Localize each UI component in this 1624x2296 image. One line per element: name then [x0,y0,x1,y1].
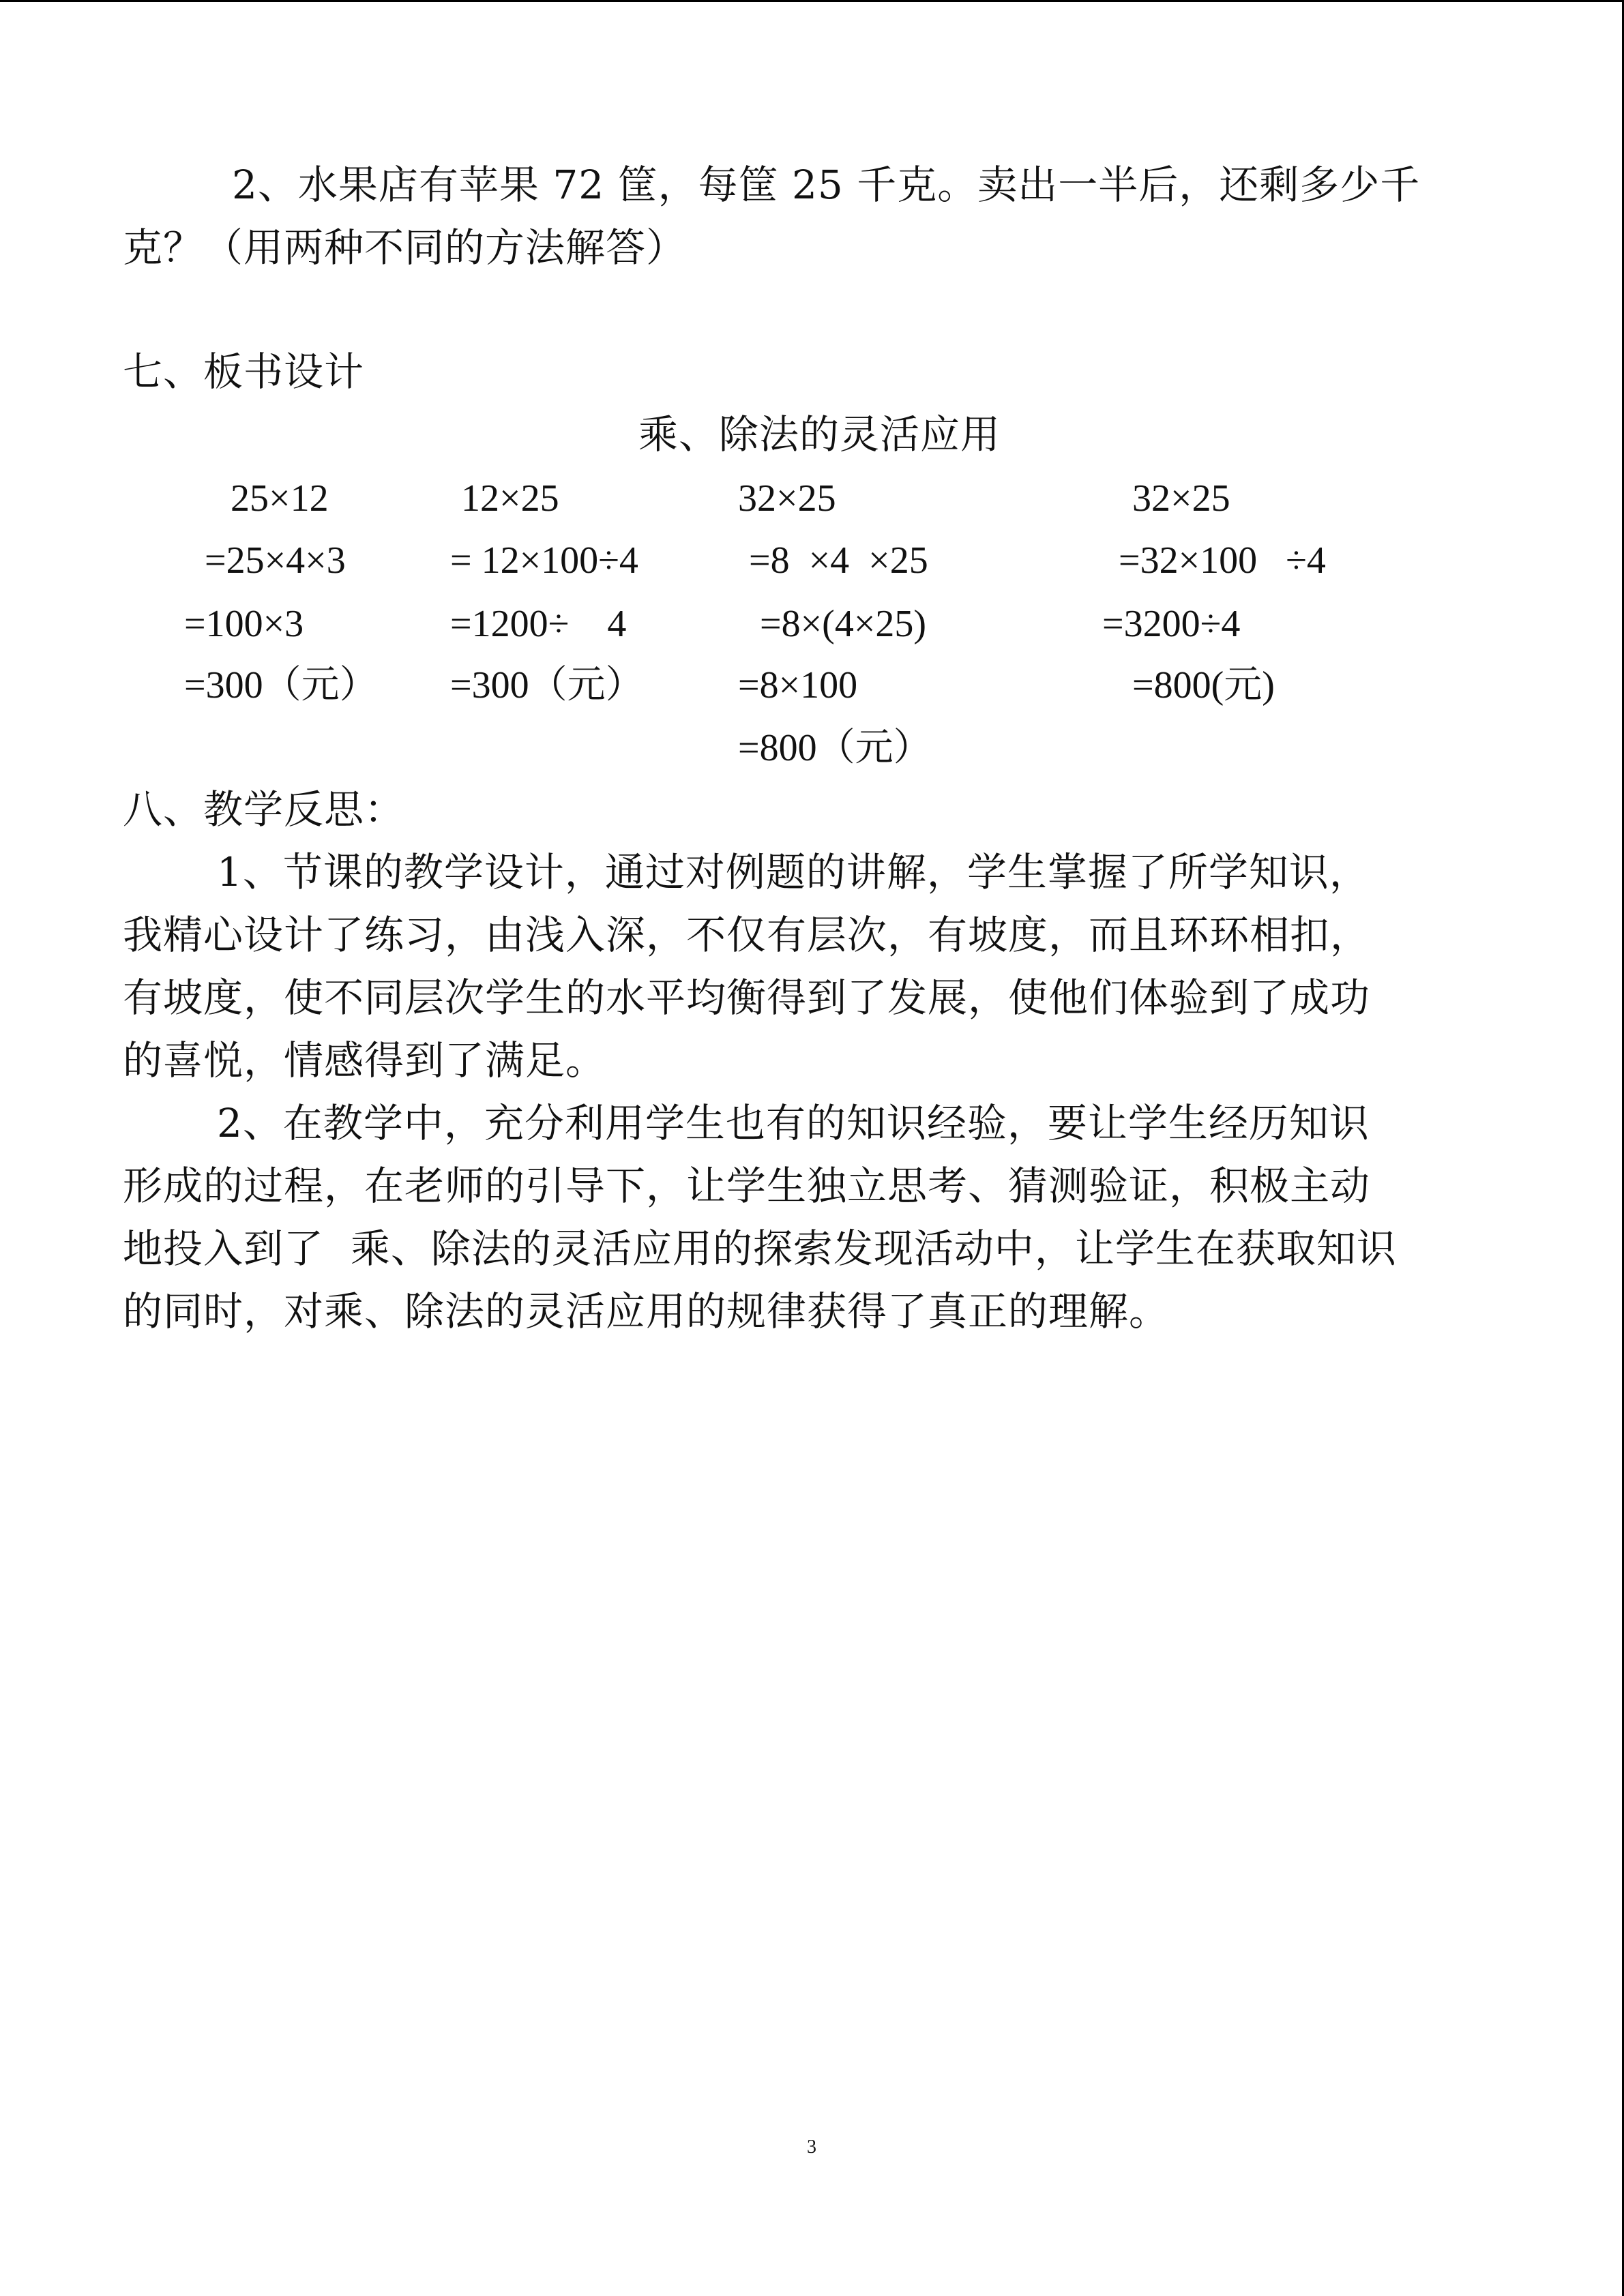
reflection-p1-line2: 我精心设计了练习，由浅入深，不仅有层次，有坡度，而且环环相扣， [123,912,1371,958]
exercise-line-2: 克？（用两种不同的方法解答） [123,224,687,271]
section-heading-board-design: 七、板书设计 [123,348,365,395]
section-heading-teaching-reflection: 八、教学反思： [123,786,405,833]
board-col3-line3: =8×(4×25) [760,603,927,645]
board-col2-line1: 12×25 [461,477,559,520]
page-number: 3 [807,2136,816,2158]
board-col4-line1: 32×25 [1132,477,1230,520]
reflection-p1-line1: 1、节课的教学设计，通过对例题的讲解，学生掌握了所学知识， [217,849,1370,895]
reflection-p1-line4: 的喜悦，情感得到了满足。 [123,1037,606,1084]
board-col1-line4: =300（元） [184,664,378,706]
board-col1-line2: =25×4×3 [205,539,346,582]
reflection-p2-line2: 形成的过程，在老师的引导下，让学生独立思考、猜测验证，积极主动 [123,1163,1371,1209]
reflection-p2-line1: 2、在教学中，充分利用学生也有的知识经验，要让学生经历知识 [217,1100,1370,1146]
board-col4-line3: =3200÷4 [1102,603,1241,645]
reflection-p1-line3: 有坡度，使不同层次学生的水平均衡得到了发展，使他们体验到了成功 [123,974,1371,1021]
board-col3-line1: 32×25 [738,477,836,520]
board-col3-line5: =800（元） [738,727,932,769]
board-col3-line2: =8 ×4 ×25 [749,539,928,582]
board-col2-line2: = 12×100÷4 [450,539,638,582]
reflection-p2-line3: 地投入到了 乘、除法的灵活应用的探索发现活动中，让学生在获取知识 [123,1225,1397,1272]
board-col3-line4: =8×100 [738,664,858,706]
board-col1-line1: 25×12 [231,477,329,520]
board-col4-line2: =32×100 ÷4 [1119,539,1326,582]
reflection-p2-line4: 的同时，对乘、除法的灵活应用的规律获得了真正的理解。 [123,1288,1170,1335]
board-title: 乘、除法的灵活应用 [638,411,1001,458]
board-col2-line4: =300（元） [450,664,644,706]
board-col2-line3: =1200÷ 4 [450,603,627,645]
board-col4-line4: =800(元) [1132,664,1275,706]
board-col1-line3: =100×3 [184,603,304,645]
exercise-line-1: 2、水果店有苹果 72 筐，每筐 25 千克。卖出一半后，还剩多少千 [232,162,1421,208]
